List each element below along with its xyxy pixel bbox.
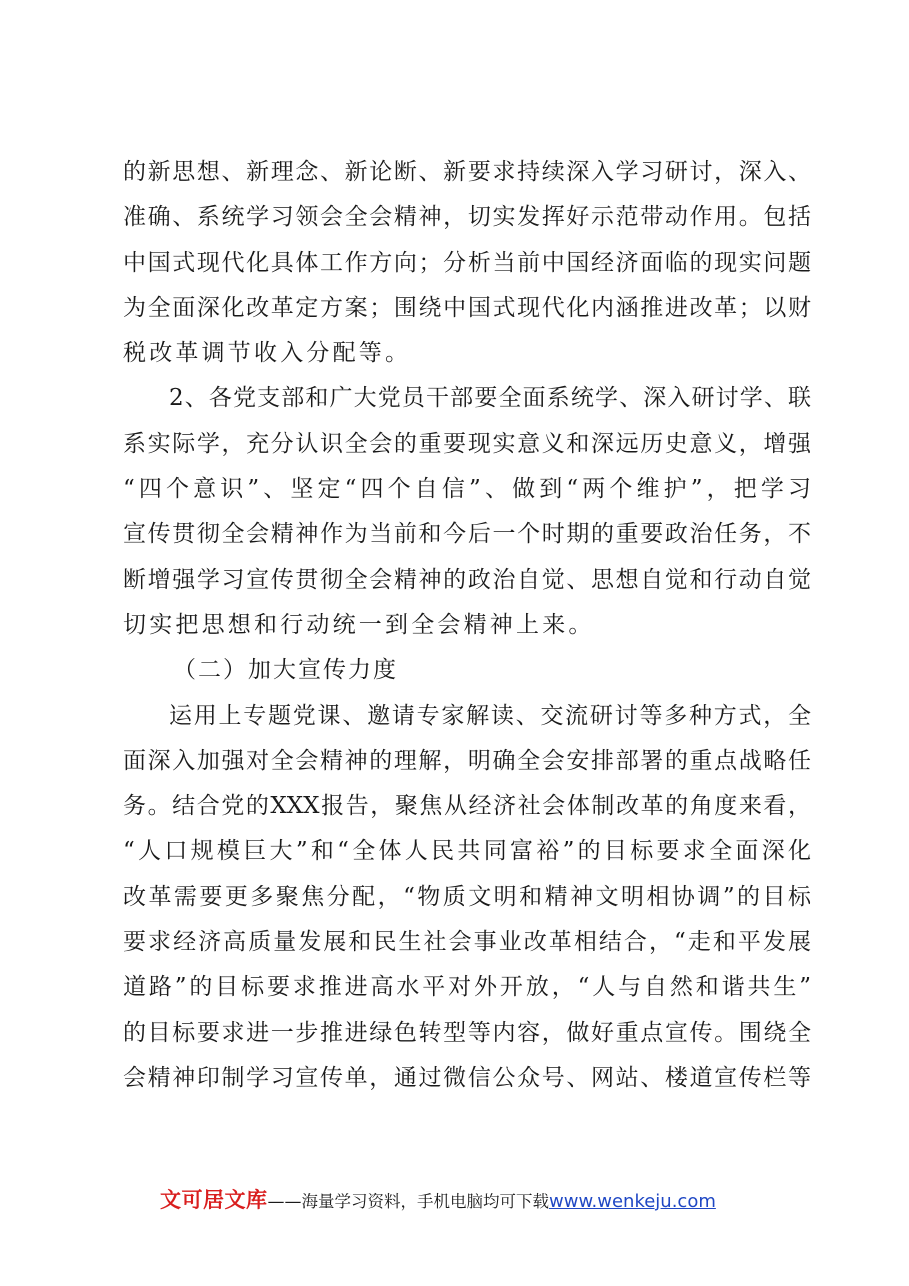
paragraph-line: 面深入加强对全会精神的理解，明确全会安排部署的重点战略任 bbox=[123, 747, 811, 774]
paragraph-line: 切实把思想和行动统一到全会精神上来。 bbox=[123, 611, 595, 638]
paragraph-line: 会精神印制学习宣传单，通过微信公众号、网站、楼道宣传栏等 bbox=[123, 1064, 811, 1091]
paragraph-line: 的目标要求进一步推进绿色转型等内容，做好重点宣传。围绕全 bbox=[123, 1019, 811, 1046]
paragraph-line: 道路”的目标要求推进高水平对外开放，“人与自然和谐共生” bbox=[123, 974, 811, 1001]
paragraph-line: 中国式现代化具体工作方向；分析当前中国经济面临的现实问题 bbox=[123, 249, 811, 276]
paragraph-line: “四个意识”、坚定“四个自信”、做到“两个维护”，把学习 bbox=[123, 476, 811, 503]
document-body bbox=[123, 150, 811, 1101]
paragraph-line: 宣传贯彻全会精神作为当前和今后一个时期的重要政治任务，不 bbox=[123, 521, 811, 548]
footer-brand: 文可居文库 bbox=[160, 1188, 268, 1212]
page-footer bbox=[160, 1184, 800, 1210]
paragraph-line: 的新思想、新理念、新论断、新要求持续深入学习研讨，深入、 bbox=[123, 159, 811, 185]
paragraph-line: 务。结合党的XXX报告，聚焦从经济社会体制改革的角度来看， bbox=[123, 793, 811, 820]
paragraph-line: 断增强学习宣传贯彻全会精神的政治自觉、思想自觉和行动自觉 bbox=[123, 566, 811, 593]
paragraph-line: 系实际学，充分认识全会的重要现实意义和深远历史意义，增强 bbox=[123, 430, 811, 457]
paragraph-line: 2、各党支部和广大党员干部要全面系统学、深入研讨学、联 bbox=[169, 385, 811, 412]
paragraph-line: 为全面深化改革定方案；围绕中国式现代化内涵推进改革；以财 bbox=[123, 294, 811, 321]
paragraph-line: 运用上专题党课、邀请专家解读、交流研讨等多种方式，全 bbox=[169, 702, 811, 729]
paragraph-line: 要求经济高质量发展和民生社会事业改革相结合，“走和平发展 bbox=[123, 929, 811, 956]
footer-dash: —— bbox=[267, 1192, 302, 1212]
footer-tagline: 海量学习资料，手机电脑均可下载 bbox=[301, 1192, 549, 1211]
paragraph-line: 税改革调节收入分配等。 bbox=[123, 340, 412, 367]
section-heading: （二）加大宣传力度 bbox=[173, 657, 398, 684]
paragraph-line: 改革需要更多聚焦分配，“物质文明和精神文明相协调”的目标 bbox=[123, 883, 811, 910]
paragraph-line: “人口规模巨大”和“全体人民共同富裕”的目标要求全面深化 bbox=[123, 838, 811, 865]
paragraph-line: 准确、系统学习领会全会精神，切实发挥好示范带动作用。包括 bbox=[123, 204, 811, 231]
footer-link[interactable]: www.wenkeju.com bbox=[549, 1191, 716, 1212]
